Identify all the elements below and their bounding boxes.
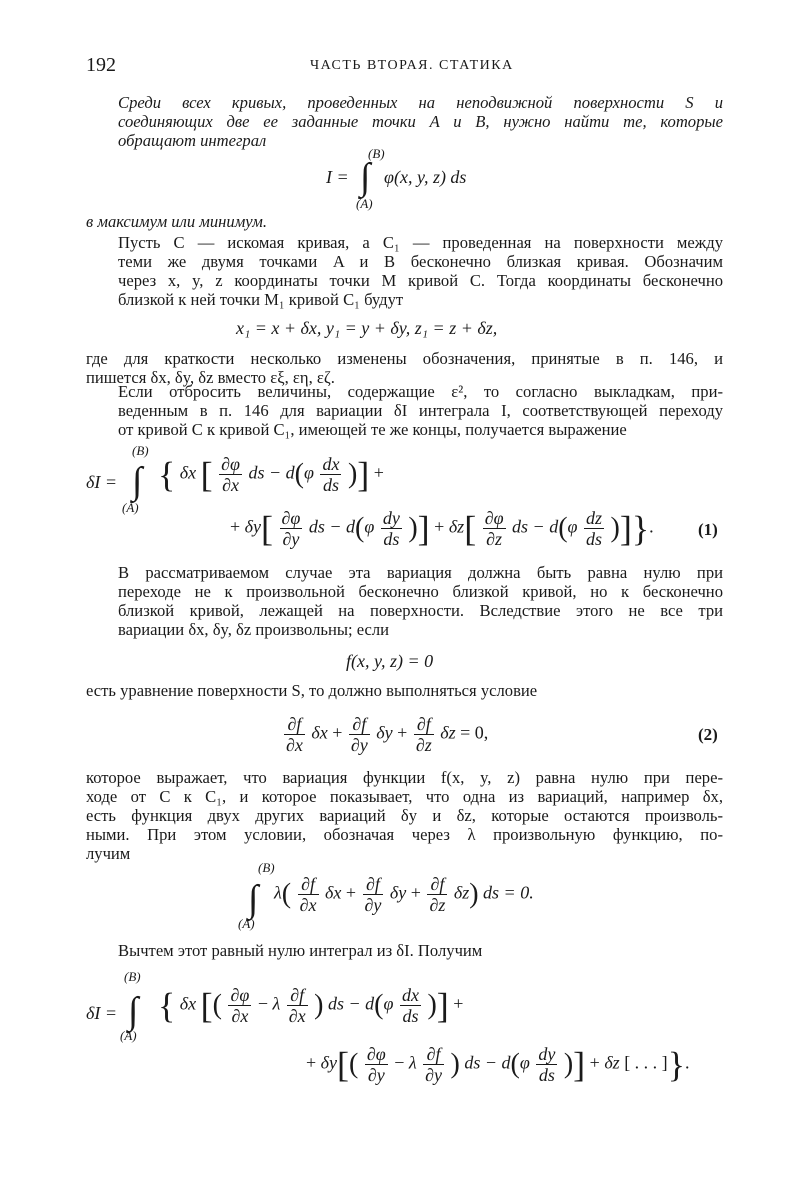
equation-lhs bbox=[326, 167, 349, 188]
eq-text: = 0, bbox=[460, 722, 489, 743]
paragraph bbox=[86, 233, 723, 309]
integral-upper-limit: (B) bbox=[368, 146, 385, 161]
text-line: близкой к ней точки M₁ кривой C₁ будут bbox=[118, 290, 404, 309]
text-line: лучим bbox=[86, 844, 131, 863]
integral-upper-limit: (B) bbox=[124, 969, 141, 984]
integral-sign: ∫ bbox=[360, 156, 371, 198]
text-line: в максимум или минимум. bbox=[86, 212, 267, 231]
equation-1-line-1: { δx [ $\frac{\partial\varphi}{\partial x}$ ds − d(φ $\frac{dx}{ds}$ )] + bbox=[158, 454, 384, 495]
equation-final-line-2: + δy[( $\frac{\partial\varphi}{\partial y}$ − λ $\frac{\partial f}{\partial y}$ ) ds − d(φ $\frac{dy}{ds}$ )] + δz [ . . . ]}. bbox=[306, 1044, 690, 1085]
text-line: теми же двумя точками A и B бесконечно близкая кривая. Обозначим bbox=[118, 252, 723, 271]
eq-text: δI = bbox=[86, 1003, 118, 1023]
text-line: есть функция двух других вариаций δy и δz, которые остаются произволь- bbox=[86, 806, 723, 825]
text-line: соединяющих две ее заданные точки A и B, нужно найти те, которые bbox=[118, 112, 723, 131]
text-line: Вычтем этот равный нулю интеграл из δI. Получим bbox=[118, 941, 483, 960]
text-line: близкой кривой, лежащей на поверхности. Вследствие этого не все три bbox=[118, 601, 723, 620]
integral-upper-limit: (B) bbox=[258, 860, 275, 875]
text-line: Среди всех кривых, проведенных на неподвижной поверхности S и bbox=[118, 93, 723, 112]
paragraph bbox=[86, 681, 723, 700]
eq-text: I = bbox=[326, 167, 349, 187]
integral-lower-limit: (A) bbox=[356, 196, 373, 211]
integral-lower-limit: (A) bbox=[238, 916, 255, 931]
page-number: 192 bbox=[86, 54, 116, 76]
eq-text: φ(x, y, z) ds bbox=[384, 167, 467, 187]
text-line: переходе не к произвольной бесконечно близкой кривой, но к бесконечно bbox=[118, 582, 723, 601]
paragraph bbox=[86, 382, 723, 439]
running-head: ЧАСТЬ ВТОРАЯ. СТАТИКА bbox=[310, 58, 514, 73]
equation-number: (2) bbox=[698, 725, 718, 744]
integral-sign: ∫ bbox=[132, 460, 143, 502]
text-line: где для краткости несколько изменены обозначения, принятые в п. 146, и bbox=[86, 349, 723, 368]
text-line: обращают интеграл bbox=[118, 131, 267, 150]
text-line: от кривой C к кривой C₁, имеющей те же концы, получается выражение bbox=[118, 420, 627, 439]
integral-lower-limit: (A) bbox=[120, 1028, 137, 1043]
equation-number: (1) bbox=[698, 520, 718, 539]
equation-lhs bbox=[86, 1003, 117, 1024]
text-line: ходе от C к C₁, и которое показывает, что одна из вариаций, например δx, bbox=[86, 787, 723, 806]
text-line: которое выражает, что вариация функции f(x, y, z) равна нулю при пере- bbox=[86, 768, 723, 787]
text-line: через x, y, z координаты точки M кривой C. Тогда координаты бесконечно bbox=[118, 271, 723, 290]
text-line: Пусть C — искомая кривая, а C₁ — проведенная на поверхности между bbox=[118, 233, 723, 252]
equation-final-line-1: { δx [( $\frac{\partial\varphi}{\partial x}$ − λ $\frac{\partial f}{\partial x}$ ) ds − d(φ $\frac{dx}{ds}$ )] + bbox=[158, 985, 464, 1026]
text-line: пишется δx, δy, δz вместо εξ, εη, εζ. bbox=[86, 368, 335, 387]
equation-2-body: $\frac{\partial f}{\partial x}$ δx + $\frac{\partial f}{\partial y}$ δy + $\frac{\partial f}{\partial z}$ δz = 0, bbox=[286, 714, 489, 755]
paragraph bbox=[86, 768, 723, 863]
integral-sign: ∫ bbox=[128, 990, 139, 1032]
integral-sign: ∫ bbox=[248, 878, 259, 920]
integral-upper-limit: (B) bbox=[132, 443, 149, 458]
equation-coordinates: x₁ = x + δx, y₁ = y + δy, z₁ = z + δz, bbox=[236, 318, 498, 338]
equation-integrand bbox=[384, 167, 466, 188]
equation-lhs bbox=[86, 472, 117, 493]
text-line: есть уравнение поверхности S, то должно выполняться условие bbox=[86, 681, 538, 700]
text-line: ными. При этом условии, обозначая через λ произвольную функцию, по- bbox=[86, 825, 723, 844]
equation-lambda-body: λ( $\frac{\partial f}{\partial x}$ δx + $\frac{\partial f}{\partial y}$ δy + $\frac{\partial f}{\partial z}$ δz) ds = 0. bbox=[274, 874, 534, 915]
text-line: В рассматриваемом случае эта вариация должна быть равна нулю при bbox=[118, 563, 723, 582]
text-line: вариации δx, δy, δz произвольны; если bbox=[118, 620, 390, 639]
problem-statement bbox=[86, 93, 723, 150]
problem-closing bbox=[86, 212, 723, 231]
paragraph bbox=[86, 563, 723, 639]
text-line: Если отбросить величины, содержащие ε², то согласно выкладкам, при- bbox=[118, 382, 723, 401]
paragraph bbox=[86, 941, 723, 960]
text-line: веденным в п. 146 для вариации δI интеграла I, соответствующей переходу bbox=[118, 401, 723, 420]
eq-text: δI = bbox=[86, 472, 118, 492]
eq-text: ds = 0. bbox=[483, 882, 534, 903]
equation-1-line-2: + δy[ $\frac{\partial\varphi}{\partial y}$ ds − d(φ $\frac{dy}{ds}$ )] + δz[ $\frac{\partial\varphi}{\partial z}$ ds − d(φ $\frac{dz}{ds}$ )]}. bbox=[230, 508, 654, 549]
integral-lower-limit: (A) bbox=[122, 500, 139, 515]
equation-surface: f(x, y, z) = 0 bbox=[346, 651, 434, 671]
